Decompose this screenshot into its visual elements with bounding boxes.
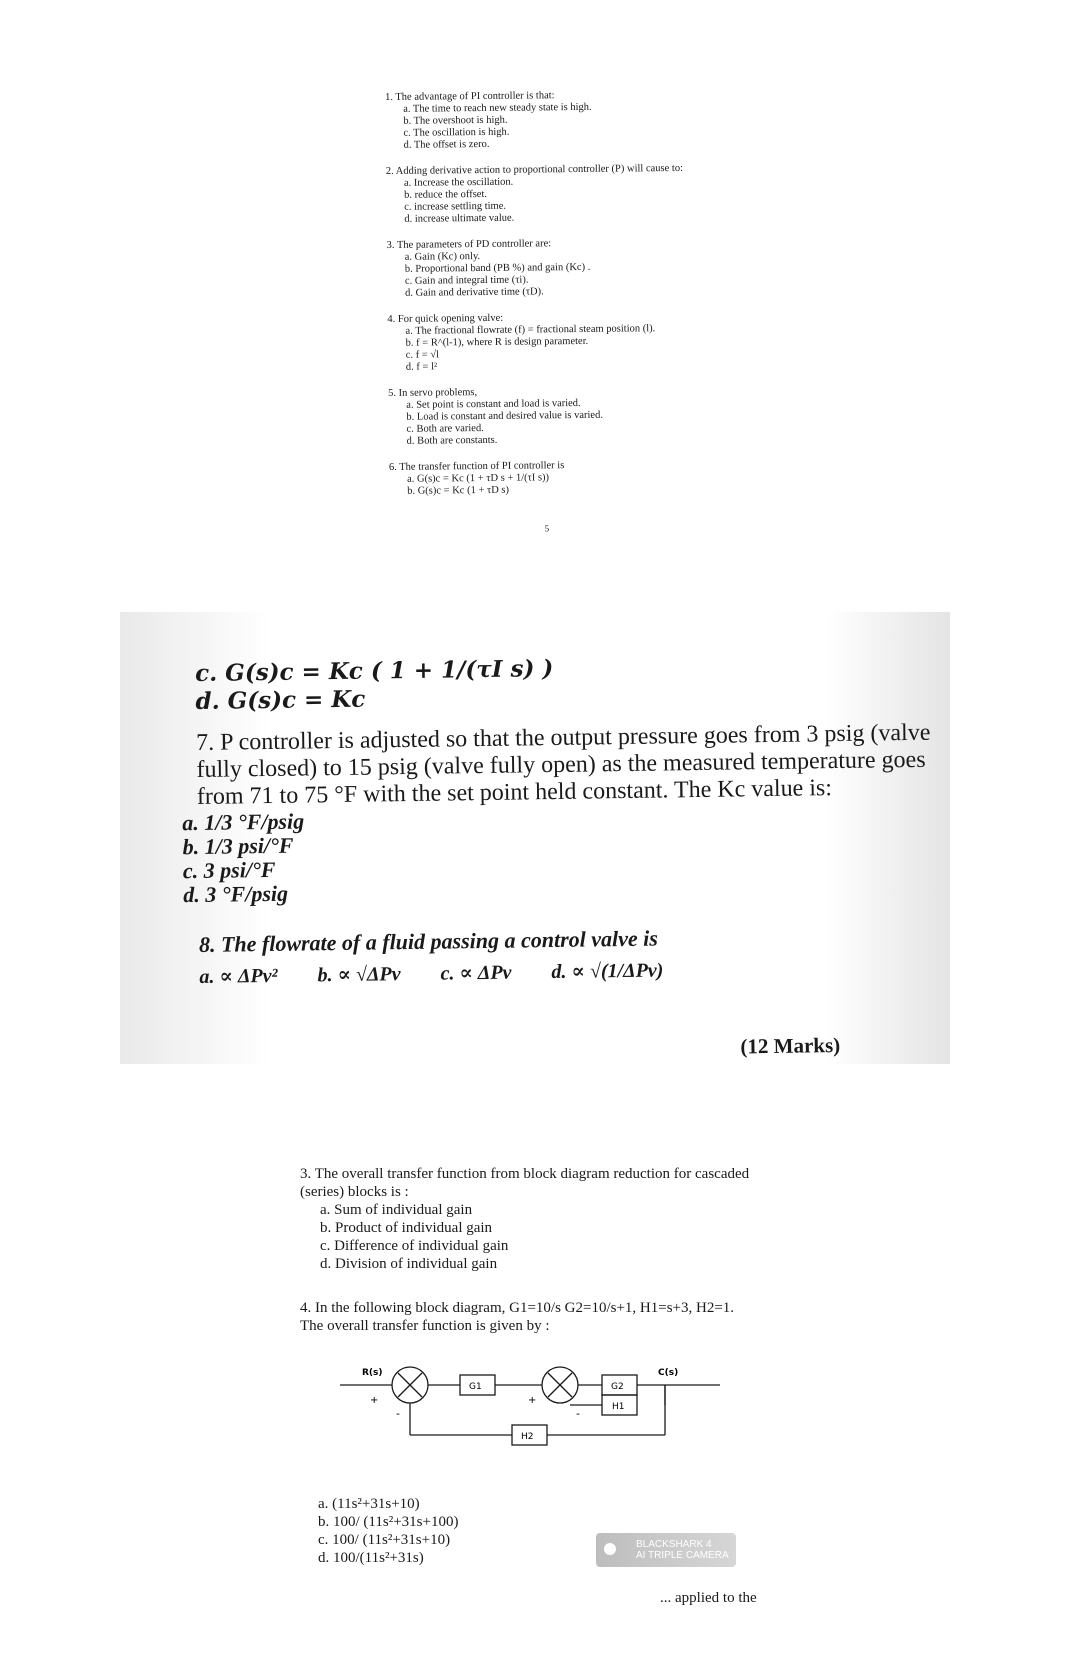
option: c. ∝ ΔPv [440, 961, 512, 985]
input-label: R(s) [362, 1368, 383, 1378]
question-title: 1. The advantage of PI controller is that: [385, 90, 555, 103]
option-d-formula: d. G(s)c = Kc [195, 685, 366, 715]
option: d. f = l² [405, 361, 438, 373]
option: b. Product of individual gain [320, 1220, 493, 1236]
question-8: 8. The flowrate of a fluid passing a control valve is [198, 925, 659, 957]
watermark-line: AI TRIPLE CAMERA [636, 1550, 729, 1561]
option: b. ∝ √ΔPv [317, 963, 401, 987]
question-1 [385, 89, 686, 152]
question-title: 2. Adding derivative action to proportional controller (P) will cause to: [385, 162, 684, 177]
option: a. 1/3 °F/psig [182, 808, 305, 836]
question-3 [387, 237, 688, 300]
option: c. Difference of individual gain [320, 1238, 509, 1254]
option: d. 100/(11s²+31s) [318, 1550, 424, 1566]
page-number: 5 [544, 523, 550, 534]
output-label: C(s) [658, 1368, 679, 1378]
question-title: 5. In servo problems, [388, 387, 478, 399]
question-2 [386, 163, 687, 226]
question-5 [388, 385, 689, 448]
option: d. ∝ √(1/ΔPv) [551, 959, 664, 984]
cutoff-text: ... applied to the [660, 1590, 757, 1606]
option: a. G(s)c = Kc (1 + τD s + 1/(τI s)) [406, 472, 550, 485]
minus-sign: - [396, 1407, 400, 1420]
option: b. 100/ (11s²+31s+100) [318, 1514, 459, 1530]
option: c. f = √l [405, 349, 440, 361]
option: b. G(s)c = Kc (1 + τD s) [407, 484, 510, 497]
option: a. Sum of individual gain [320, 1202, 473, 1218]
questions-page-bottom [300, 1165, 750, 1335]
option: b. reduce the offset. [404, 188, 488, 201]
option: b. Load is constant and desired value is varied. [406, 409, 603, 423]
minus-sign: - [576, 1407, 580, 1420]
questions-photo-middle [182, 649, 960, 1059]
plus-sign: + [528, 1395, 537, 1406]
option: b. f = R^(l-1), where R is design parameter. [405, 335, 589, 349]
option: c. Both are varied. [406, 422, 484, 435]
question-7: 7. P controller is adjusted so that the output pressure goes from 3 psig (valve fully closed) to 15 psig (valve fully open) as the measured temperature goes from 71 to 75 °F with the set point held constant. The Kc value is: [195, 719, 931, 810]
g1-block-label: G1 [469, 1382, 482, 1392]
question-6 [389, 459, 689, 498]
h1-block-label: H1 [612, 1402, 625, 1412]
option: c. increase settling time. [404, 200, 507, 213]
camera-icon [604, 1543, 616, 1555]
marks-label: (12 Marks) [740, 1033, 841, 1059]
option: a. Set point is constant and load is varied. [406, 397, 581, 411]
option: c. Gain and integral time (τi). [404, 274, 529, 287]
option: d. Gain and derivative time (τD). [405, 286, 544, 299]
option: a. Increase the oscillation. [403, 176, 514, 189]
question-4 [387, 311, 688, 374]
questions-photo-top [385, 89, 689, 534]
option: c. 3 psi/°F [182, 856, 276, 884]
option: d. 3 °F/psig [183, 880, 289, 908]
watermark-line: BLACKSHARK 4 [636, 1539, 712, 1550]
h2-block-label: H2 [521, 1432, 534, 1442]
camera-watermark [596, 1533, 736, 1567]
option: b. 1/3 psi/°F [182, 832, 294, 860]
question-title: 4. For quick opening valve: [387, 312, 504, 325]
plus-sign: + [370, 1395, 379, 1406]
option: d. Both are constants. [406, 434, 498, 447]
option: b. Proportional band (PB %) and gain (Kc) . [404, 261, 591, 275]
option: a. ∝ ΔPv² [199, 964, 278, 988]
question-4b: 4. In the following block diagram, G1=10/s G2=10/s+1, H1=s+3, H2=1. The overall transfer function is given by : [300, 1300, 735, 1334]
option: d. increase ultimate value. [404, 212, 515, 225]
option: c. 100/ (11s²+31s+10) [318, 1532, 451, 1548]
question-4-options [318, 1495, 618, 1567]
question-3b: 3. The overall transfer function from block diagram reduction for cascaded (series) blocks is : [300, 1166, 750, 1200]
question-title: 3. The parameters of PD controller are: [386, 238, 552, 251]
option: b. The overshoot is high. [403, 114, 508, 127]
block-diagram [340, 1365, 720, 1475]
question-title: 6. The transfer function of PI controller is [388, 460, 565, 473]
option: c. The oscillation is high. [403, 126, 510, 139]
option: a. The fractional flowrate (f) = fractional steam position (l). [405, 323, 656, 337]
option: a. (11s²+31s+10) [318, 1496, 420, 1512]
option-c-formula: c. G(s)c = Kc ( 1 + 1/(τI s) ) [195, 655, 554, 687]
option: d. The offset is zero. [403, 138, 490, 151]
g2-block-label: G2 [611, 1382, 624, 1392]
option: a. Gain (Kc) only. [404, 251, 481, 263]
option: d. Division of individual gain [320, 1256, 498, 1272]
option: a. The time to reach new steady state is high. [403, 101, 592, 115]
